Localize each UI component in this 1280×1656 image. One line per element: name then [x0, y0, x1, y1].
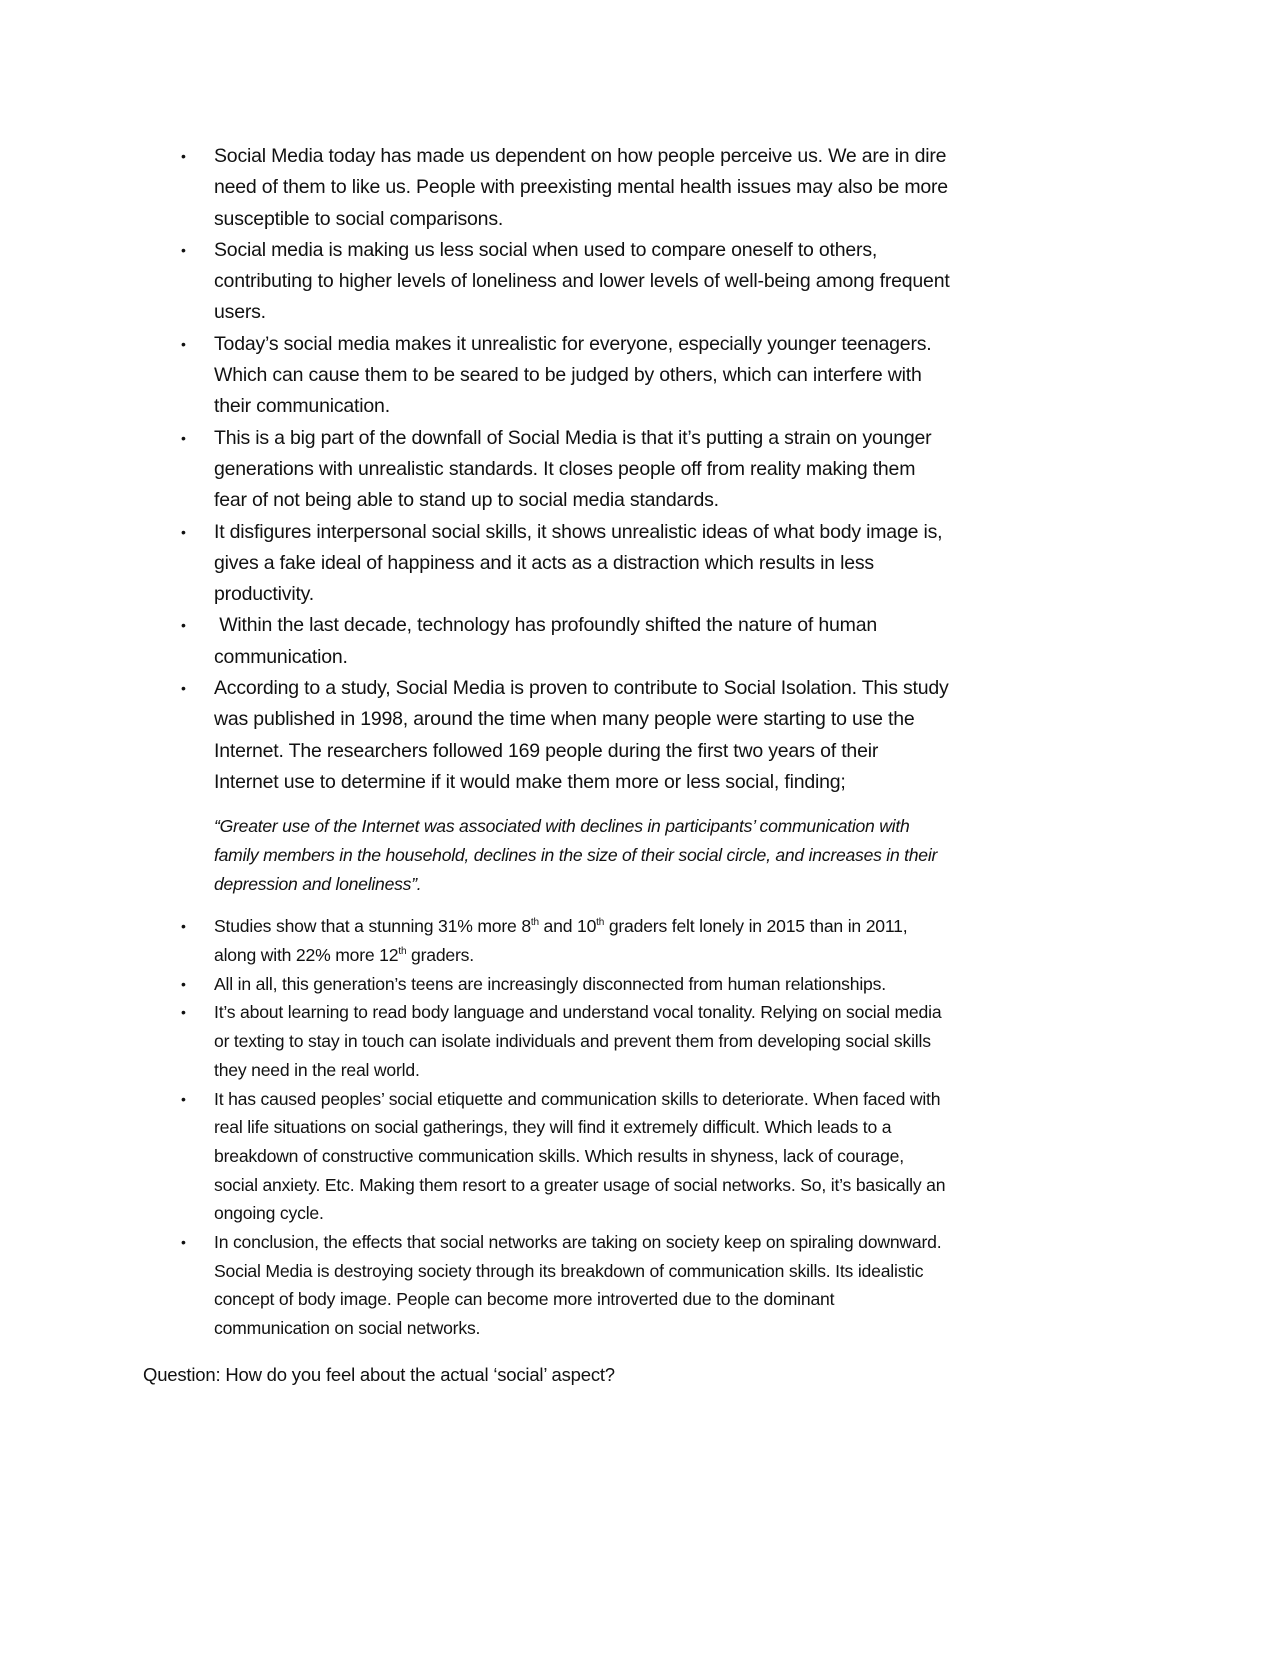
list-line: communication. — [214, 645, 348, 668]
list-line: their communication. — [214, 395, 390, 418]
bullet-icon: • — [181, 680, 186, 697]
list-line: generations with unrealistic standards. It closes people off from reality making them — [214, 457, 916, 480]
bullet-icon: • — [181, 429, 186, 446]
list-item — [181, 235, 1280, 329]
bullet-icon: • — [181, 918, 186, 935]
list-line: real life situations on social gatherings, they will find it extremely difficult. Which leads to a — [214, 1117, 892, 1138]
bullet-icon: • — [181, 335, 186, 352]
list-item — [181, 610, 1280, 673]
bullet-list-main — [0, 141, 1280, 798]
list-line: Internet use to determine if it would make them more or less social, finding; — [214, 770, 846, 793]
superscript: th — [398, 946, 407, 958]
list-line: Which can cause them to be seared to be judged by others, which can interfere with — [214, 364, 922, 387]
list-line: Social media is making us less social when used to compare oneself to others, — [214, 238, 878, 261]
bullet-icon: • — [181, 523, 186, 540]
list-item — [181, 141, 1280, 235]
list-item — [181, 423, 1280, 517]
text: and 10 — [538, 916, 597, 937]
list-line: was published in 1998, around the time when many people were starting to use the — [214, 708, 915, 731]
quote-line: depression and loneliness”. — [214, 873, 422, 894]
list-line: breakdown of constructive communication skills. Which results in shyness, lack of courage, — [214, 1145, 904, 1166]
list-item-statistics — [181, 912, 1280, 969]
list-line: they need in the real world. — [214, 1059, 420, 1080]
list-line: It’s about learning to read body language and understand vocal tonality. Relying on social media — [214, 1002, 942, 1023]
list-item — [181, 1085, 1280, 1229]
list-line: ongoing cycle. — [214, 1203, 324, 1224]
bullet-icon: • — [181, 148, 186, 164]
list-item — [181, 517, 1280, 611]
list-line: Internet. The researchers followed 169 people during the first two years of their — [214, 739, 879, 762]
list-line: need of them to like us. People with preexisting mental health issues may also be more — [214, 176, 948, 199]
list-item — [181, 970, 1280, 999]
list-line: communication on social networks. — [214, 1318, 481, 1339]
list-line: This is a big part of the downfall of Social Media is that it’s putting a strain on younger — [214, 426, 932, 449]
text: graders felt lonely in 2015 than in 2011, — [604, 916, 908, 937]
list-item — [181, 673, 1280, 798]
list-item — [181, 329, 1280, 423]
list-line: susceptible to social comparisons. — [214, 207, 504, 230]
text: graders. — [406, 945, 474, 966]
list-item — [181, 998, 1280, 1084]
bullet-icon: • — [181, 1004, 186, 1021]
block-quote — [214, 812, 1280, 898]
list-line: gives a fake ideal of happiness and it acts as a distraction which results in less — [214, 551, 874, 574]
list-line: or texting to stay in touch can isolate individuals and prevent them from developing social skills — [214, 1031, 931, 1052]
bullet-icon: • — [181, 975, 186, 992]
bullet-icon: • — [181, 1090, 186, 1107]
list-line: social anxiety. Etc. Making them resort to a greater usage of social networks. So, it’s basically an — [214, 1174, 946, 1195]
bullet-list-secondary — [0, 912, 1280, 1343]
list-line: contributing to higher levels of loneliness and lower levels of well-being among frequent — [214, 270, 950, 293]
list-line: According to a study, Social Media is proven to contribute to Social Isolation. This study — [214, 677, 949, 700]
list-line: productivity. — [214, 583, 314, 606]
list-line: Today’s social media makes it unrealistic for everyone, especially younger teenagers. — [214, 332, 932, 355]
quote-line: “Greater use of the Internet was associated with declines in participants’ communication with — [214, 816, 910, 837]
list-line: It disfigures interpersonal social skills, it shows unrealistic ideas of what body image is, — [214, 520, 943, 543]
question-text: Question: How do you feel about the actual ‘social’ aspect? — [143, 1364, 615, 1385]
list-line: Within the last decade, technology has profoundly shifted the nature of human — [214, 614, 877, 637]
list-item — [181, 1228, 1280, 1343]
superscript: th — [530, 917, 539, 929]
bullet-icon: • — [181, 1234, 186, 1251]
list-line: concept of body image. People can become more introverted due to the dominant — [214, 1289, 835, 1310]
list-line: Social Media is destroying society through its breakdown of communication skills. Its idealistic — [214, 1260, 924, 1281]
list-line — [214, 912, 1280, 941]
list-line: fear of not being able to stand up to social media standards. — [214, 489, 719, 512]
text: Studies show that a stunning 31% more 8 — [214, 916, 531, 937]
list-line: users. — [214, 301, 266, 324]
list-line: It has caused peoples’ social etiquette and communication skills to deteriorate. When faced with — [214, 1088, 941, 1109]
quote-line: family members in the household, declines in the size of their social circle, and increases in their — [214, 844, 938, 865]
bullet-icon: • — [181, 241, 186, 258]
list-line: Social Media today has made us dependent on how people perceive us. We are in dire — [214, 145, 947, 167]
list-line: In conclusion, the effects that social networks are taking on society keep on spiraling downward. — [214, 1232, 942, 1253]
list-line — [214, 941, 1280, 970]
list-line: All in all, this generation’s teens are increasingly disconnected from human relationships. — [214, 973, 886, 994]
bullet-icon: • — [181, 617, 186, 634]
superscript: th — [596, 917, 605, 929]
text: along with 22% more 12 — [214, 945, 399, 966]
